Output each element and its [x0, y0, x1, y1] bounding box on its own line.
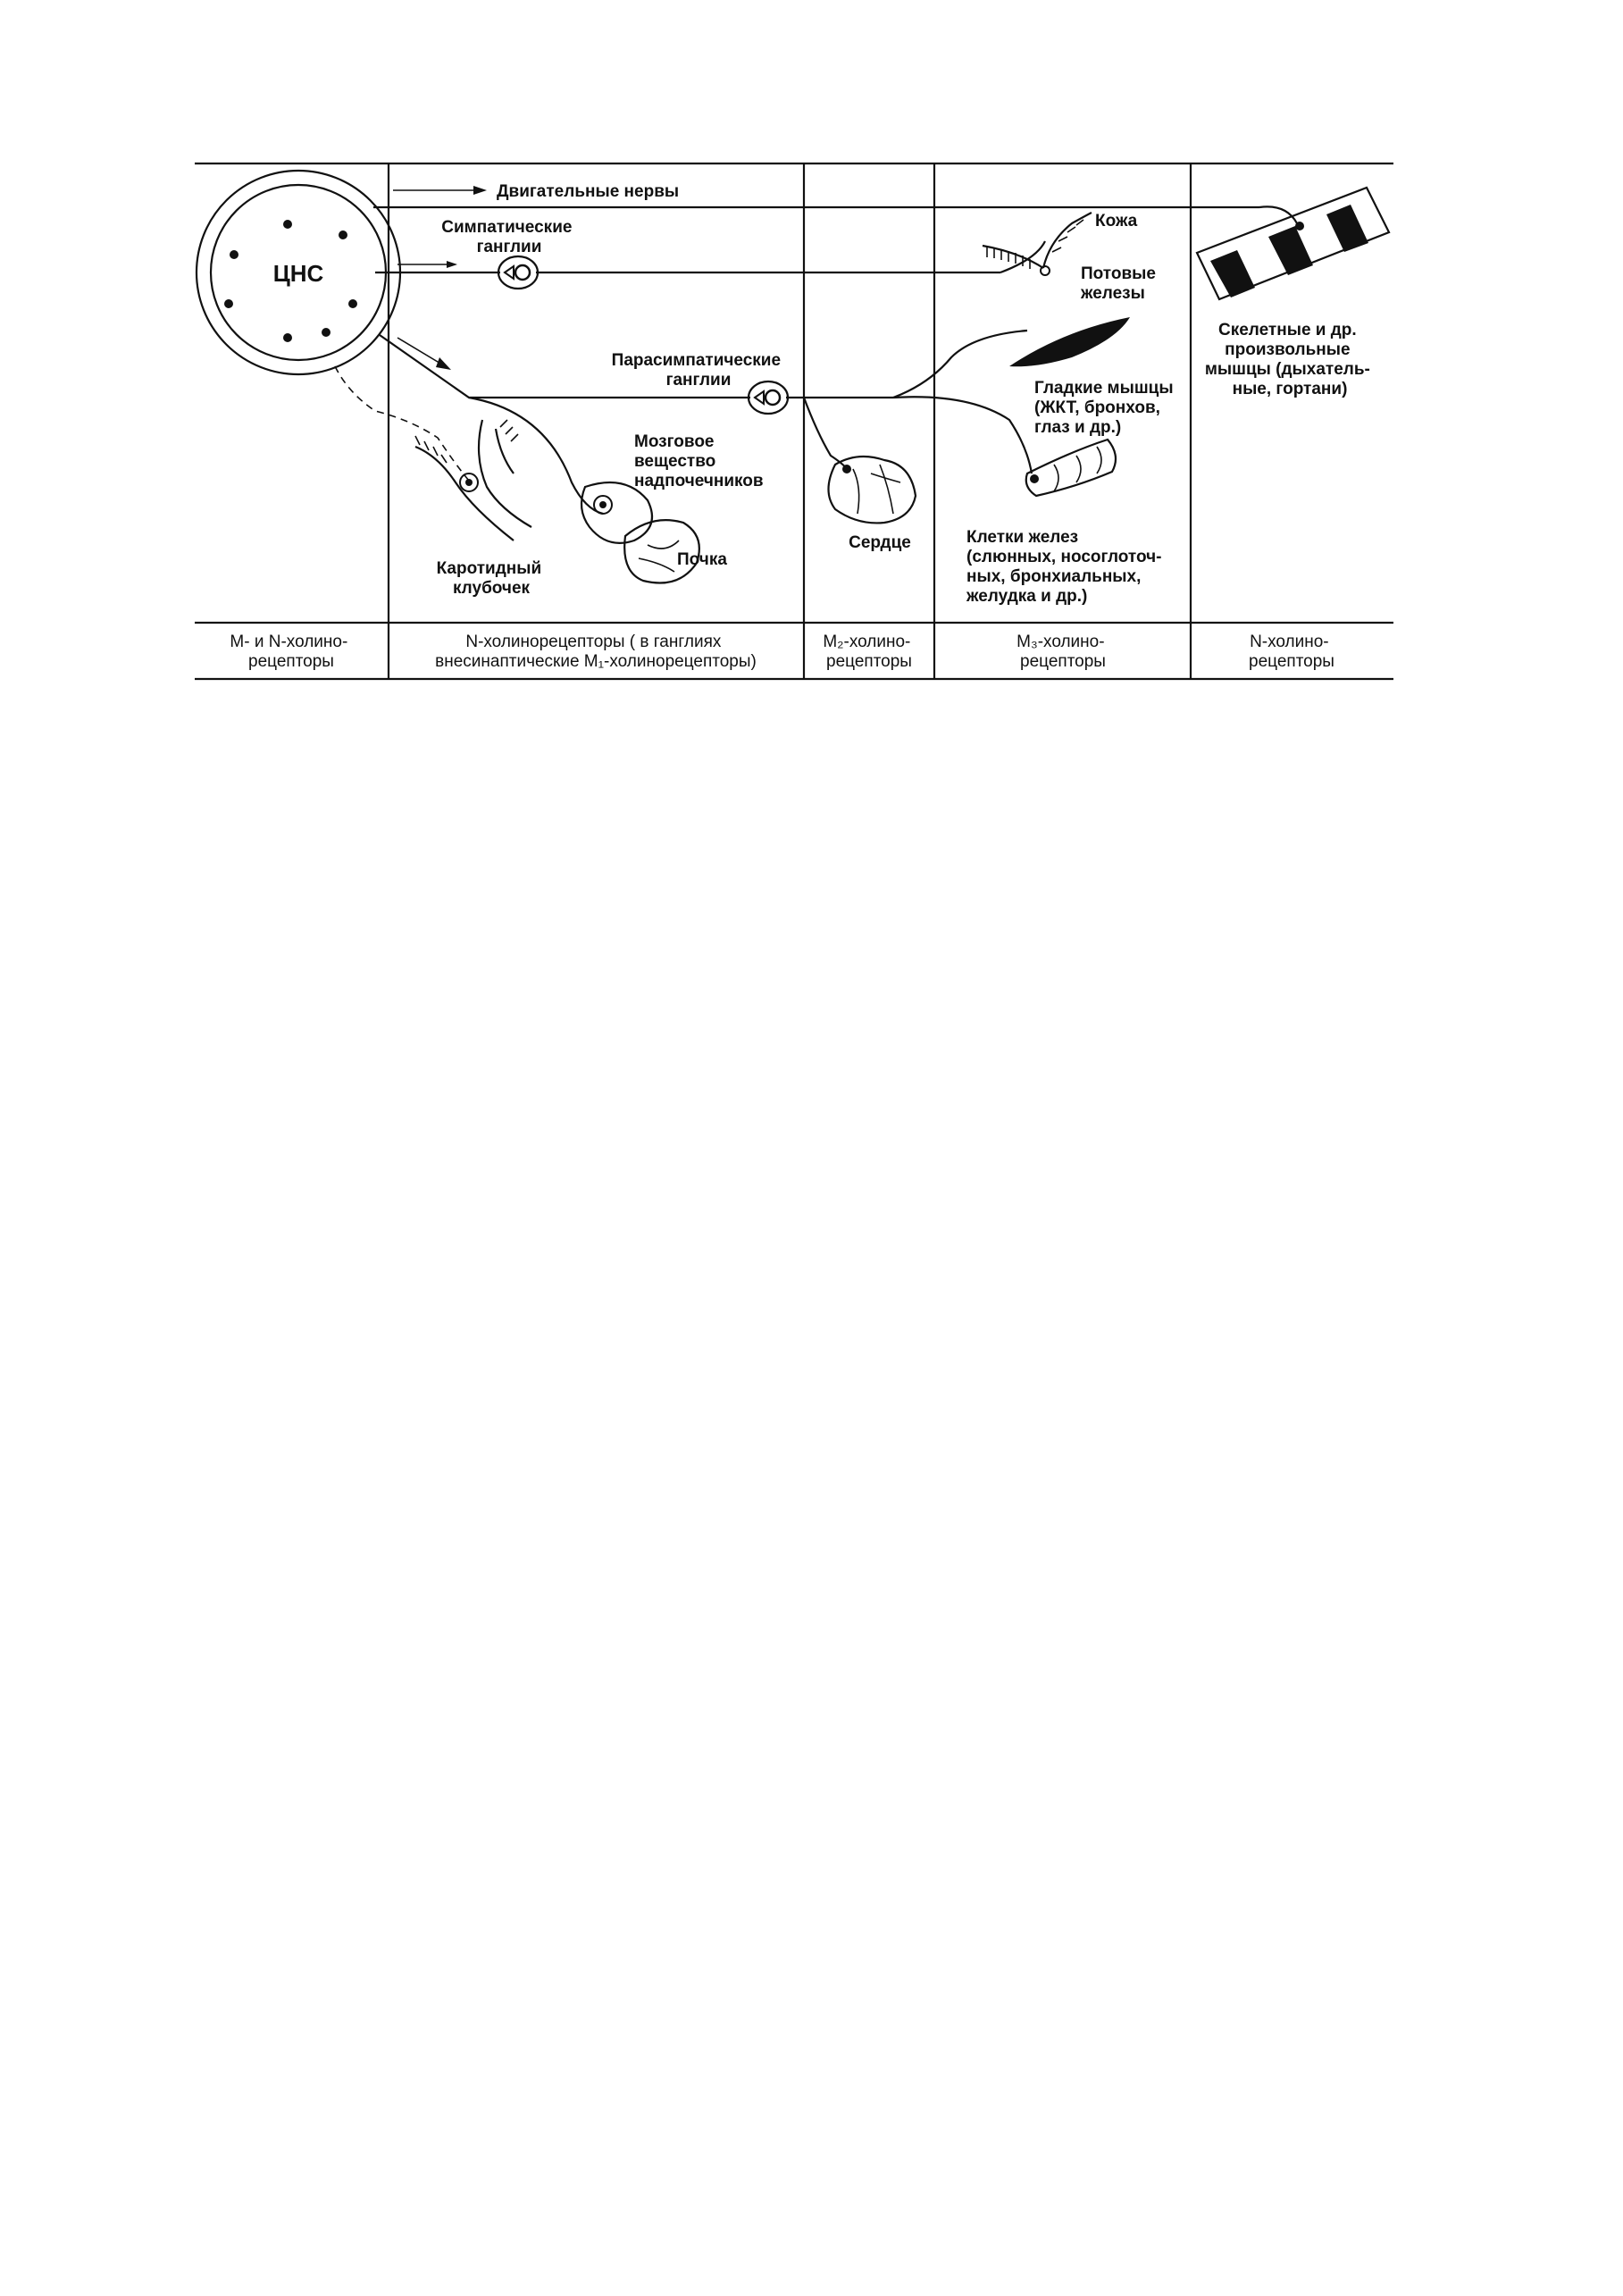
parasympathetic-ganglia-label: Парасимпатические ганглии: [611, 351, 782, 390]
footer-cell-2: N-холинорецепторы ( в ганглиях внесинаптические М₁-холинорецепторы): [435, 633, 757, 671]
receptor-footer: [230, 633, 1334, 671]
skin-label: Кожа: [1095, 212, 1138, 230]
cns-label: ЦНС: [272, 260, 324, 287]
carotid-body-drawing: [415, 420, 531, 540]
gland-cells-drawing: [1026, 440, 1116, 496]
cns: [197, 171, 400, 374]
sweat-glands-label: Потовые железы: [1081, 264, 1156, 303]
kidney-label: Почка: [677, 550, 727, 569]
footer-cell-3: М₂-холино- рецепторы: [823, 633, 912, 671]
gland-cells-label: Клетки желез (слюнных, носоглоточ- ных, бронхиальных, желудка и др.): [966, 528, 1162, 606]
footer-cell-5: N-холино- рецепторы: [1249, 633, 1334, 671]
heart-label: Сердце: [849, 533, 911, 552]
parasympathetic-ganglion: [749, 381, 788, 414]
footer-cell-4: М₃-холино- рецепторы: [1016, 633, 1106, 671]
table-frame: [195, 163, 1393, 679]
carotid-body-label: Каротидный клубочек: [436, 559, 542, 598]
smooth-muscles-label: Гладкие мышцы (ЖКТ, бронхов, глаз и др.): [1034, 379, 1174, 437]
footer-cell-1: М- и N-холино- рецепторы: [230, 633, 348, 671]
adrenal-medulla-label: Мозговое вещество надпочечников: [634, 432, 764, 490]
motor-nerves-legend: [393, 182, 679, 201]
heart-drawing: [829, 457, 916, 523]
sympathetic-ganglia-label: Симпатические ганглии: [441, 218, 573, 256]
skeletal-muscle-drawing: [1197, 188, 1389, 299]
skeletal-muscles-label: Скелетные и др. произвольные мышцы (дыхатель- ные, гортани): [1204, 321, 1370, 398]
motor-nerves-label: Двигательные нервы: [497, 182, 680, 201]
smooth-muscle-drawing: [1009, 317, 1130, 366]
skin-drawing: [983, 213, 1092, 275]
sympathetic-ganglion: [498, 256, 538, 289]
